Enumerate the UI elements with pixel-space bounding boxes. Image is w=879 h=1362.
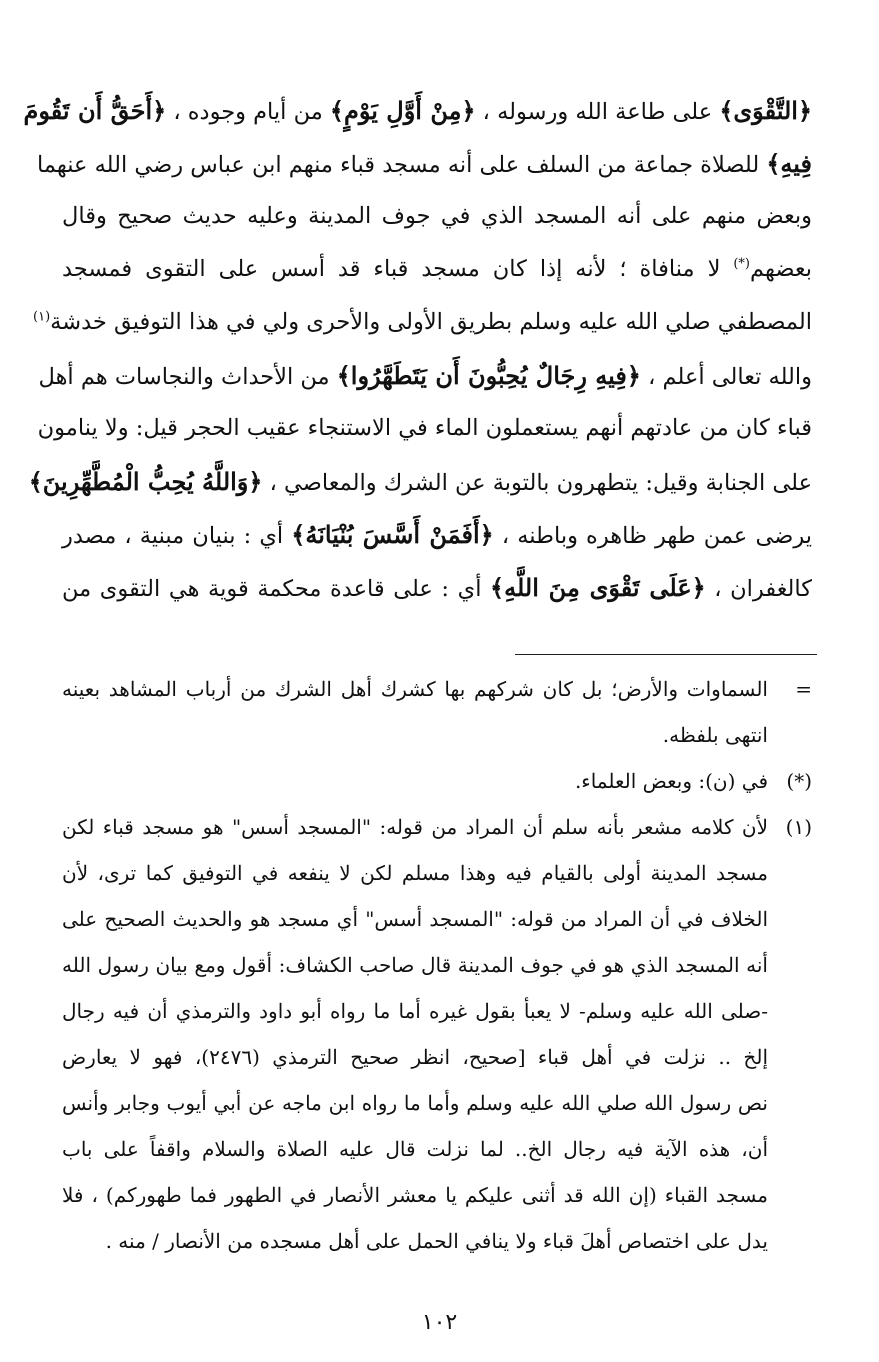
quran-quote: ﴿التَّقْوَى﴾ xyxy=(719,96,812,125)
text-line xyxy=(23,84,812,137)
quran-quote: ﴿فِيهِ رِجَالٌ يُحِبُّونَ أَن يَتَطَهَّرُوا﴾ xyxy=(336,361,641,390)
text-span: أي : بنيان مبنية ، مصدر xyxy=(62,523,292,549)
text-span: لا منافاة ؛ لأنه إذا كان مسجد قباء قد أسس على التقوى فمسجد xyxy=(62,256,734,282)
text-line xyxy=(28,455,812,508)
text-line xyxy=(33,296,812,349)
page-number: ١٠٢ xyxy=(421,1310,458,1335)
text-span: من الأحداث والنجاسات هم أهل xyxy=(38,364,337,390)
quran-quote: ﴿وَاللَّهُ يُحِبُّ الْمُطَّهِّرِينَ﴾ xyxy=(28,467,263,496)
footnote-line: أنه المسجد الذي هو في جوف المدينة قال صاحب الكشاف: أقول ومع بيان رسول الله xyxy=(62,953,768,977)
footnote-line: مسجد القباء (إن الله قد أثنى عليكم يا معشر الأنصار في الطهور فما طهوركم) ، فلا xyxy=(62,1183,768,1207)
main-text xyxy=(23,84,812,614)
text-span: والله تعالى أعلم ، xyxy=(640,364,812,390)
footnote-ref-1: (١) xyxy=(33,309,51,325)
footnote-line: يدل على اختصاص أهلَ قباء ولا ينافي الحمل على أهل مسجده من الأنصار / منه . xyxy=(105,1229,768,1253)
quran-quote: ﴿أَحَقُّ أَن تَقُومَ xyxy=(23,96,167,125)
text-line xyxy=(62,243,812,296)
footnote-line: أن، هذه الآية فيه رجال الخ.. لما نزلت قال عليه الصلاة والسلام واقفاً على باب xyxy=(62,1137,768,1161)
footnote-marker: (١) xyxy=(785,815,812,839)
quran-quote: ﴿أَفَمَنْ أَسَّسَ بُنْيَانَهُ﴾ xyxy=(291,520,494,549)
text-span: للصلاة جماعة من السلف على أنه مسجد قباء منهم ابن عباس رضي الله عنهما xyxy=(37,152,767,178)
footnote-line xyxy=(62,804,812,850)
text-span: السماوات والأرض؛ بل كان شركهم بها كشرك أهل الشرك من أرباب المشاهد بعينه xyxy=(62,677,768,701)
text-line: وبعض منهم على أنه المسجد الذي في جوف المدينة وعليه حديث صحيح وقال xyxy=(62,203,812,229)
footnote-line: -صلى الله عليه وسلم- لا يعبأ بقول غيره أما ما رواه أبو داود والترمذي أن فيه رجال xyxy=(62,999,768,1023)
text-line xyxy=(37,137,812,190)
text-span: على طاعة الله ورسوله ، xyxy=(475,99,720,125)
text-line xyxy=(62,508,812,561)
footnote-line: إلخ .. نزلت في أهل قباء [صحيح، انظر صحيح الترمذي (٢٤٧٦)، فهو لا يعارض xyxy=(62,1045,768,1069)
text-span: المصطفي صلي الله عليه وسلم بطريق الأولى والأحرى ولي في هذا التوفيق خدشة xyxy=(50,309,812,335)
footnote-line: الخلاف في أن المراد من قوله: "المسجد أسس" أي مسجد هو والحديث الصحيح على xyxy=(62,907,768,931)
text-line xyxy=(38,349,812,402)
quran-quote: ﴿مِنْ أَوَّلِ يَوْمٍ﴾ xyxy=(329,96,476,125)
text-span: أي : على قاعدة محكمة قوية هي التقوى من xyxy=(62,576,491,602)
text-span: بعضهم xyxy=(750,256,812,282)
footnote-ref-star: (*) xyxy=(733,256,751,272)
text-span: كالغفران ، xyxy=(705,576,812,602)
quran-quote: ﴿عَلَى تَقْوَى مِنَ اللَّهِ﴾ xyxy=(490,573,706,602)
footnote-line xyxy=(62,666,812,712)
footnote-line: انتهى بلفظه. xyxy=(662,723,768,747)
text-span: على الجنابة وقيل: يتطهرون بالتوبة عن الشرك والمعاصي ، xyxy=(262,470,812,496)
footnote-line: مسجد المدينة أولى بالقيام فيه وهذا مسلم لكن لا ينفعه في التوفيق كما ترى، لأن xyxy=(62,861,768,885)
footnote-marker: (*) xyxy=(786,769,812,793)
text-span: لأن كلامه مشعر بأنه سلم أن المراد من قوله: "المسجد أسس" هو مسجد قباء لكن xyxy=(62,815,768,839)
footnotes xyxy=(62,666,812,1264)
footnote-divider xyxy=(515,654,817,655)
footnote-star xyxy=(62,758,812,804)
continuation-marker: = xyxy=(795,677,812,701)
text-line: قباء كان من عادتهم أنهم يستعملون الماء في الاستنجاء عقيب الحجر قيل: ولا ينامون xyxy=(37,415,812,441)
quran-quote: فِيهِ﴾ xyxy=(766,149,812,178)
text-line xyxy=(62,561,812,614)
text-span: يرضى عمن طهر ظاهره وباطنه ، xyxy=(493,523,812,549)
text-span: من أيام وجوده ، xyxy=(166,99,330,125)
footnote-line: نص رسول الله صلي الله عليه وسلم وأما ما رواه ابن ماجه عن أبي أيوب وجابر وأنس xyxy=(62,1091,768,1115)
text-span: في (ن): وبعض العلماء. xyxy=(574,769,768,793)
